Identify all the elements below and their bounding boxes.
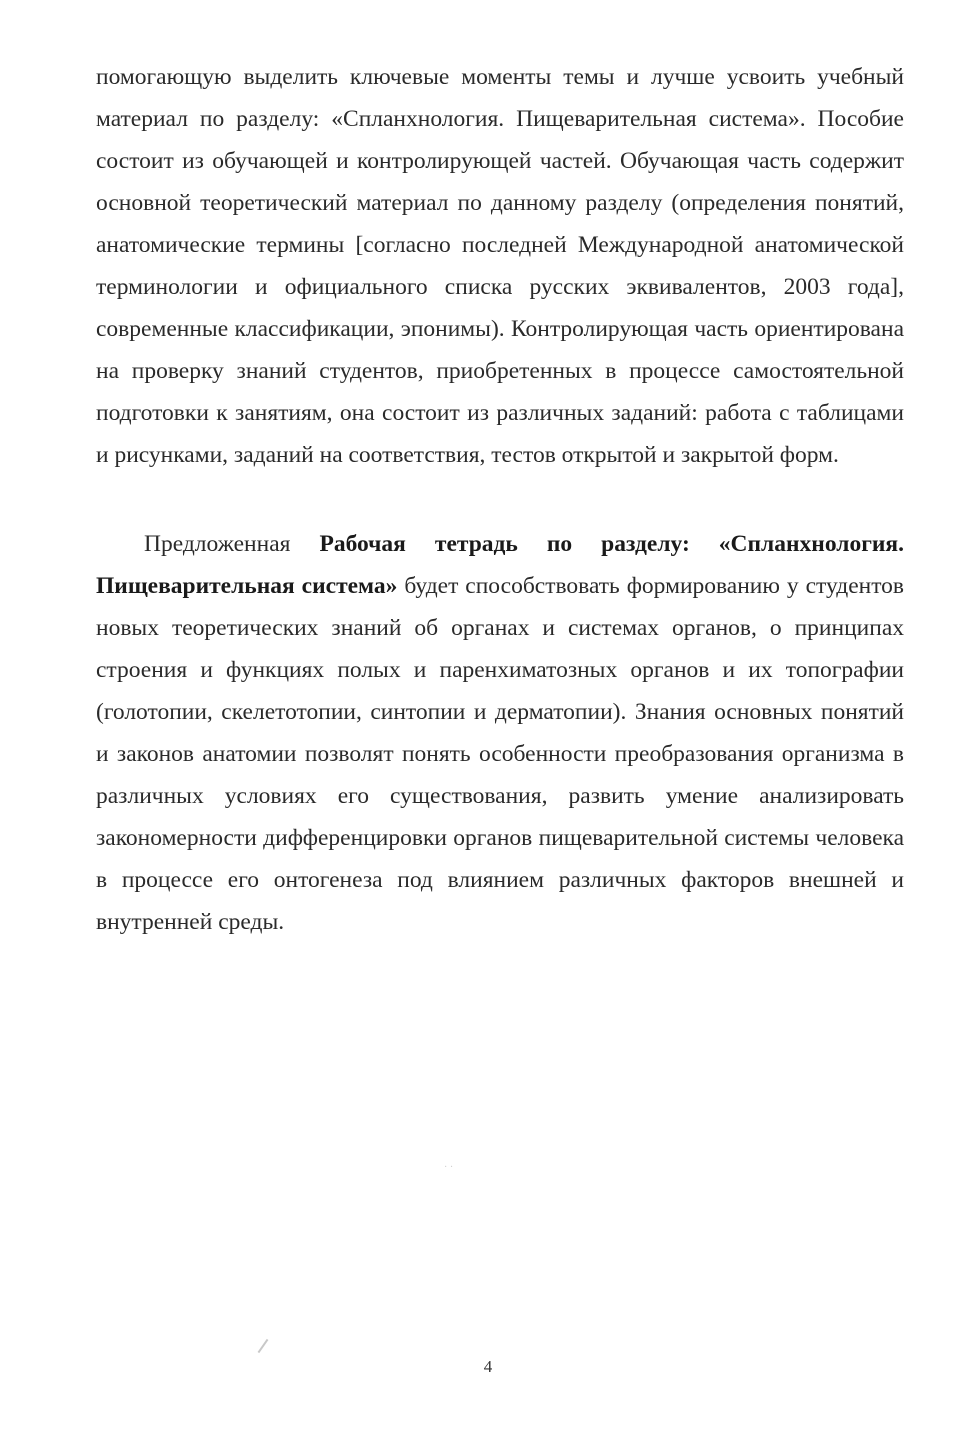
page-number: 4 <box>483 1357 493 1376</box>
scan-artifact-mark <box>258 1339 269 1353</box>
scan-artifact-dots: · · <box>444 1162 454 1173</box>
paragraph-intro-continued: помогающую выделить ключевые моменты темы и лучше усвоить учебный материал по разделу: «Спланхнология. Пищеварительная система». Пособие состоит из обучающей и контролирующей частей. Обучающая часть содержит основной теоретический материал по данному разделу (определения понятий, анатомические термины [согласно последней Международной анатомической терминологии и официального списка русских эквивалентов, 2003 года], современные классификации, эпонимы). Контролирующая часть ориентирована на проверку знаний студентов, приобретенных в процессе самостоятельной подготовки к занятиям, она состоит из различных заданий: работа с таблицами и рисунками, заданий на соответствия, тестов открытой и закрытой форм. <box>96 64 904 468</box>
paragraph-lead-word: Предложенная <box>144 531 291 557</box>
workbook-title-bold: Рабочая тетрадь по разделу: «Спланхнология. Пищеварительная система» <box>96 531 904 599</box>
paragraph-body: будет способствовать формированию у студентов новых теоретических знаний об органах и системах органов, о принципах строения и функциях полых и паренхиматозных органов и их топографии (голотопии, скелетотопии, синтопии и дерматопии). Знания основных понятий и законов анатомии позволят понять особенности преобразования организма в различных условиях его существования, развить умение анализировать закономерности дифференцировки органов пищеварительной системы человека в процессе его онтогенеза под влиянием различных факторов внешней и внутренней среды. <box>96 573 905 935</box>
paragraph-workbook-description <box>96 523 904 943</box>
